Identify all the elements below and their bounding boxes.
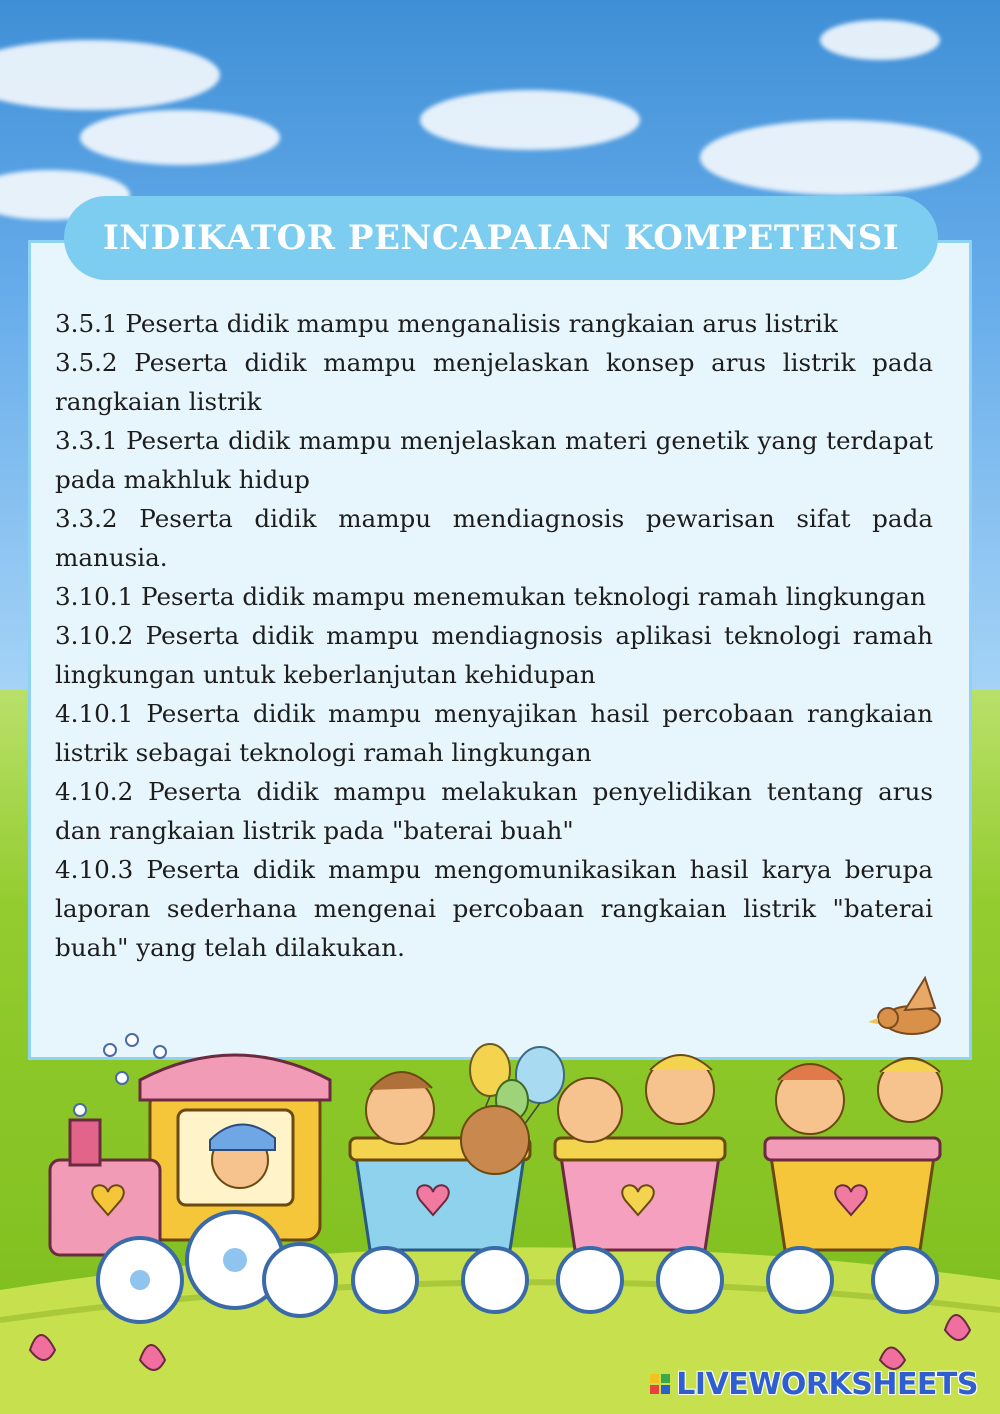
list-item: 3.5.2 Peserta didik mampu menjelaskan konsep arus listrik pada rangkaian listrik <box>55 348 933 416</box>
list-item: 4.10.3 Peserta didik mampu mengomunikasikan hasil karya berupa laporan sederhana mengenai percobaan rangkaian listrik "baterai buah" yang telah dilakukan. <box>55 855 933 962</box>
cloud-icon <box>700 120 980 195</box>
bird-icon <box>868 978 940 1034</box>
indicator-list <box>55 304 933 967</box>
watermark-text: LIVEWORKSHEETS <box>676 1366 978 1402</box>
cloud-icon <box>420 90 640 150</box>
cloud-icon <box>80 110 280 165</box>
list-item: 4.10.2 Peserta didik mampu melakukan penyelidikan tentang arus dan rangkaian listrik pada "baterai buah" <box>55 777 933 845</box>
list-item: 3.10.1 Peserta didik mampu menemukan teknologi ramah lingkungan <box>55 582 926 611</box>
cloud-icon <box>820 20 940 60</box>
logo-icon <box>650 1374 670 1394</box>
list-item: 3.10.2 Peserta didik mampu mendiagnosis aplikasi teknologi ramah lingkungan untuk keberlanjutan kehidupan <box>55 621 933 689</box>
train-illustration <box>0 960 1000 1414</box>
watermark-logo <box>650 1366 978 1402</box>
list-item: 4.10.1 Peserta didik mampu menyajikan hasil percobaan rangkaian listrik sebagai teknologi ramah lingkungan <box>55 699 933 767</box>
page-title: INDIKATOR PENCAPAIAN KOMPETENSI <box>102 218 900 258</box>
title-banner <box>64 196 938 280</box>
list-item: 3.5.1 Peserta didik mampu menganalisis rangkaian arus listrik <box>55 309 838 338</box>
list-item: 3.3.1 Peserta didik mampu menjelaskan materi genetik yang terdapat pada makhluk hidup <box>55 426 933 494</box>
list-item: 3.3.2 Peserta didik mampu mendiagnosis pewarisan sifat pada manusia. <box>55 504 933 572</box>
